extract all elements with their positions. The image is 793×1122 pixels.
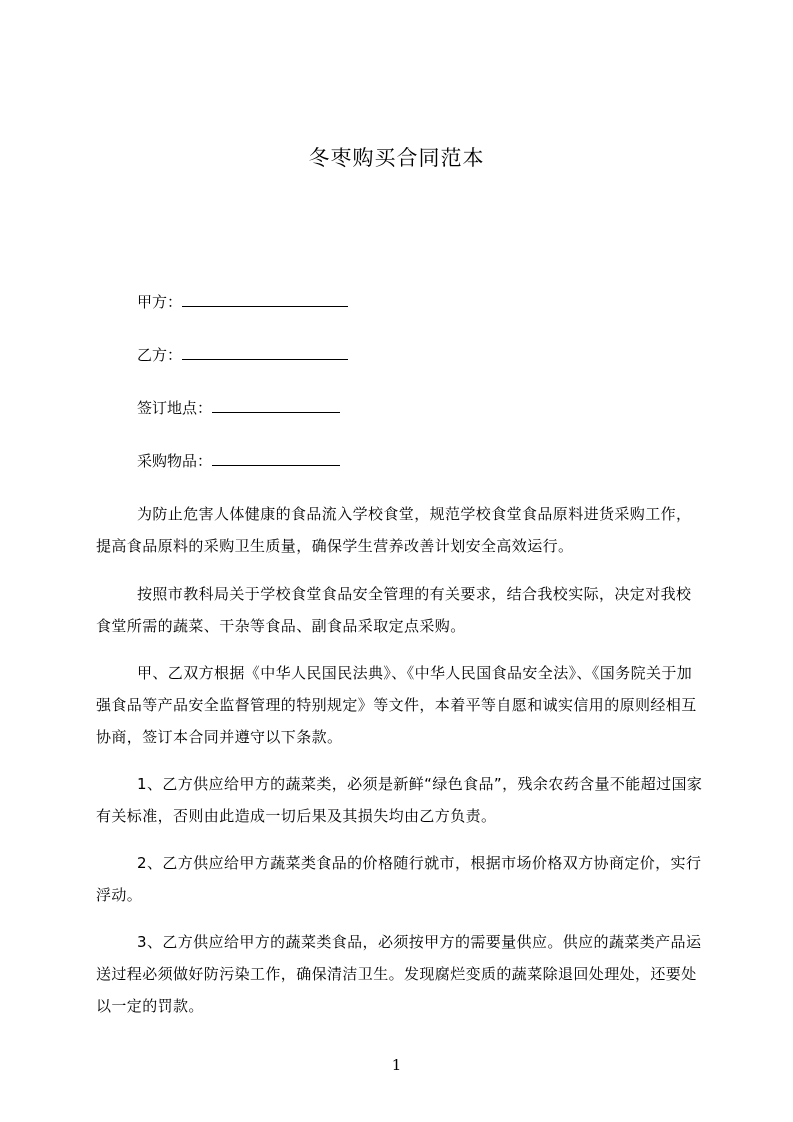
purchase-item-field	[137, 451, 340, 471]
paragraph-purpose: 为防止危害人体健康的食品流入学校食堂，规范学校食堂食品原料进货采购工作，提高食品原料的采购卫生质量，确保学生营养改善计划安全高效运行。	[96, 505, 692, 555]
purchase-item-blank	[212, 451, 340, 466]
signing-place-blank	[212, 398, 340, 413]
party-a-field	[137, 292, 348, 312]
party-b-label: 乙方：	[137, 346, 183, 364]
paragraph-basis: 按照市教科局关于学校食堂食品安全管理的有关要求，结合我校实际，决定对我校食堂所需的蔬菜、干杂等食品、副食品采取定点采购。	[96, 585, 692, 635]
party-a-label: 甲方：	[137, 293, 183, 311]
purchase-item-label: 采购物品：	[137, 452, 213, 470]
signing-place-field	[137, 398, 340, 418]
clause-3: 3、乙方供应给甲方的蔬菜类食品，必须按甲方的需要量供应。供应的蔬菜类产品运送过程必须做好防污染工作，确保清洁卫生。发现腐烂变质的蔬菜除退回处理处，还要处以一定的罚款。	[96, 933, 702, 1015]
document-title: 冬枣购买合同范本	[308, 146, 485, 170]
party-a-blank	[182, 292, 348, 307]
signing-place-label: 签订地点：	[137, 399, 213, 417]
party-b-field	[137, 345, 348, 365]
paragraph-legal: 甲、乙双方根据《中华人民国民法典》、《中华人民国食品安全法》、《国务院关于加强食品等产品安全监督管理的特别规定》等文件，本着平等自愿和诚实信用的原则经相互协商，签订本合同并遵守以下条款。	[96, 664, 697, 746]
clause-2: 2、乙方供应给甲方蔬菜类食品的价格随行就市，根据市场价格双方协商定价，实行浮动。	[96, 854, 702, 904]
page-number: 1	[391, 1056, 402, 1074]
clause-1: 1、乙方供应给甲方的蔬菜类，必须是新鲜“绿色食品”，残余农药含量不能超过国家有关标准，否则由此造成一切后果及其损失均由乙方负责。	[96, 775, 703, 825]
party-b-blank	[182, 345, 348, 360]
